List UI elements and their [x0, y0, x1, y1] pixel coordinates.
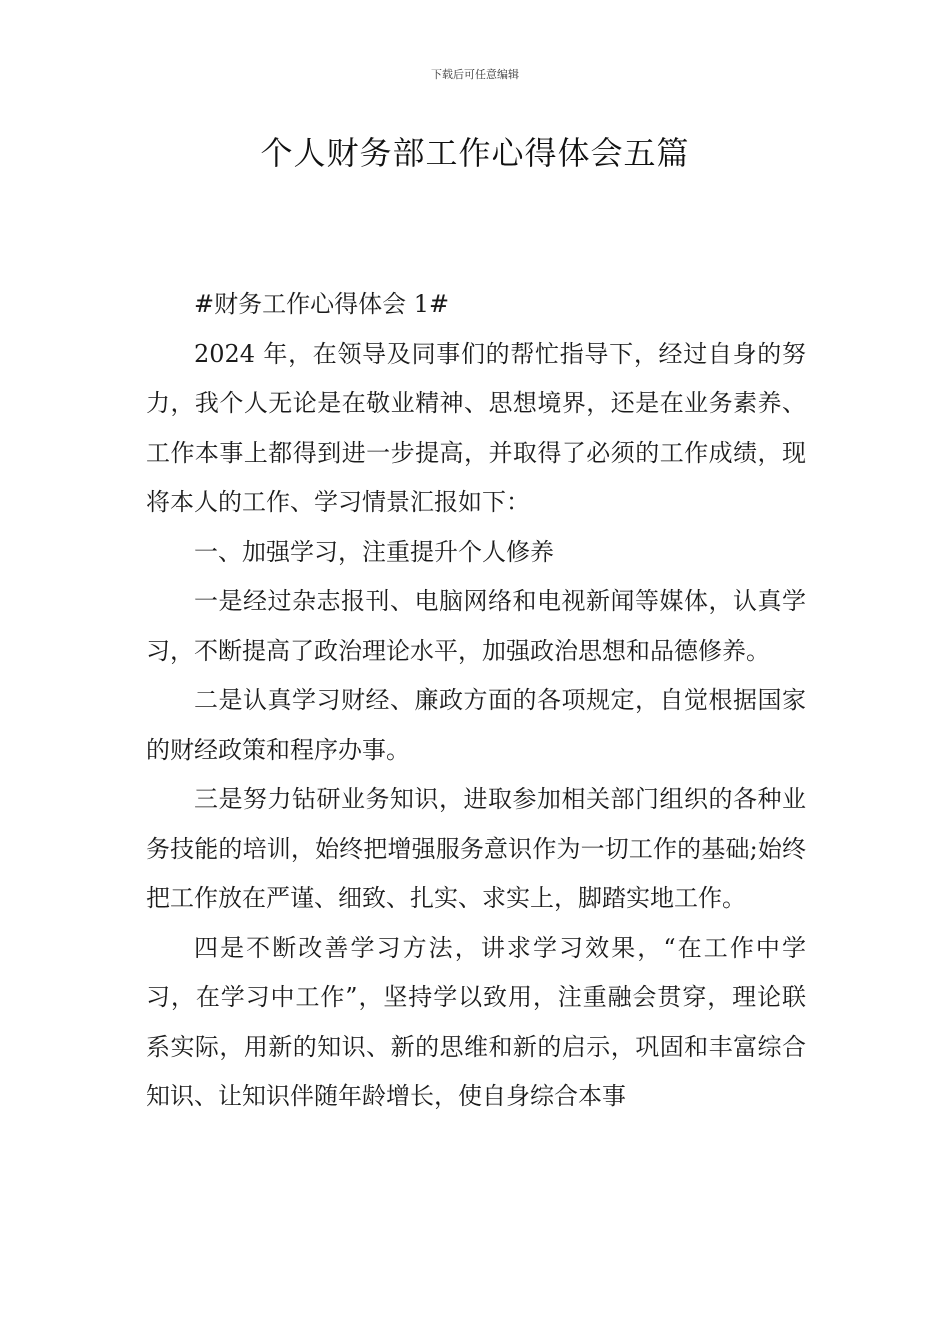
- subheading: 一、加强学习，注重提升个人修养: [194, 537, 554, 566]
- document-title: 个人财务部工作心得体会五篇: [260, 134, 690, 172]
- document-body: [146, 280, 806, 1122]
- paragraph: 2024 年，在领导及同事们的帮忙指导下，经过自身的努力，我个人无论是在敬业精神、思想境界，还是在业务素养、工作本事上都得到进一步提高，并取得了必须的工作成绩，现将本人的工作、学习情景汇报如下：: [146, 339, 806, 516]
- paragraph: 一是经过杂志报刊、电脑网络和电视新闻等媒体，认真学习，不断提高了政治理论水平，加强政治思想和品德修养。: [146, 587, 806, 665]
- section-heading: #财务工作心得体会 1#: [194, 290, 450, 318]
- header-note: 下载后可任意编辑: [431, 68, 519, 81]
- paragraph: 三是努力钻研业务知识，进取参加相关部门组织的各种业务技能的培训，始终把增强服务意识作为一切工作的基础;始终把工作放在严谨、细致、扎实、求实上，脚踏实地工作。: [146, 785, 806, 912]
- paragraph: 二是认真学习财经、廉政方面的各项规定，自觉根据国家的财经政策和程序办事。: [146, 686, 806, 764]
- paragraph: 四是不断改善学习方法，讲求学习效果，“在工作中学习，在学习中工作”，坚持学以致用，注重融会贯穿，理论联系实际，用新的知识、新的思维和新的启示，巩固和丰富综合知识、让知识伴随年龄增长，使自身综合本事: [146, 933, 806, 1110]
